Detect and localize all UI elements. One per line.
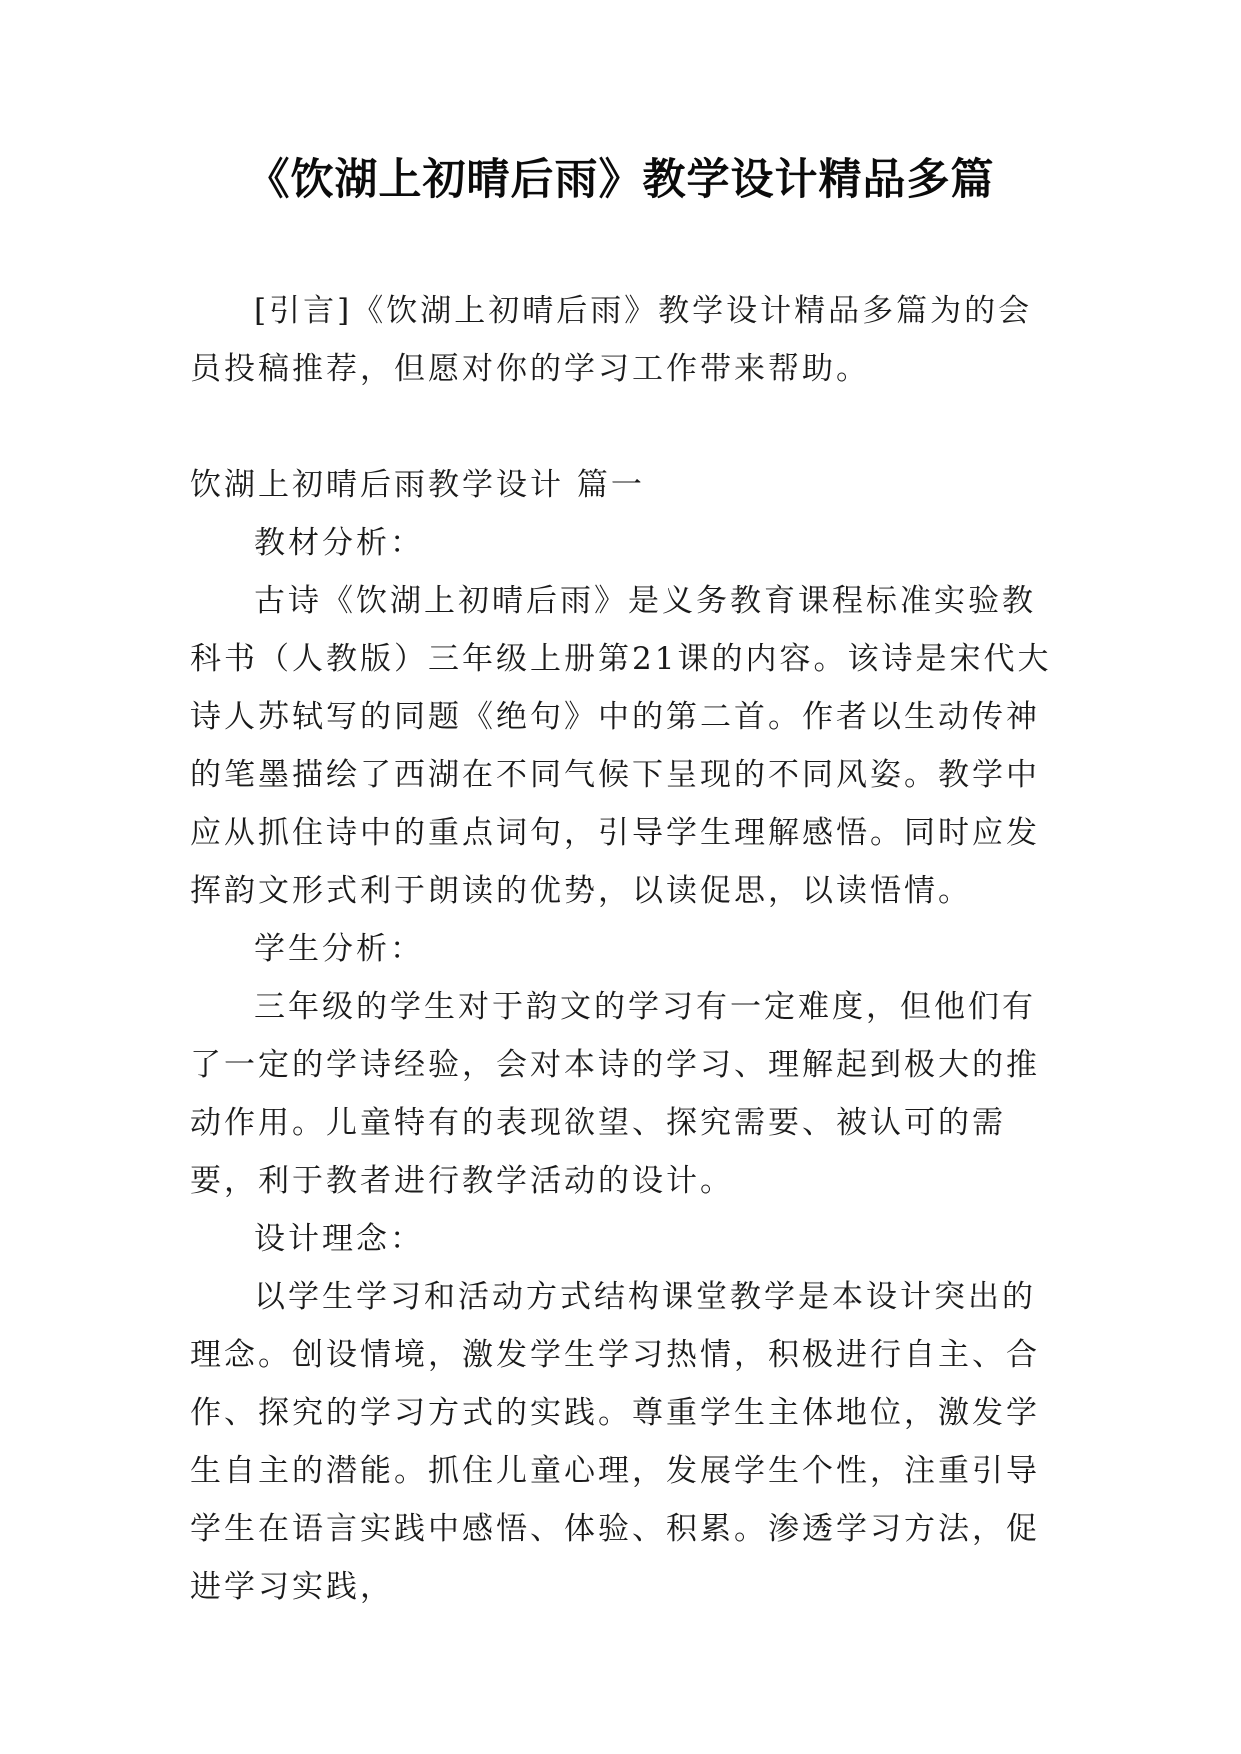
subheading-textbook-analysis: 教材分析：	[254, 525, 424, 561]
paragraph-design-concept: 以学生学习和活动方式结构课堂教学是本设计突出的理念。创设情境，激发学生学习热情，积极进行自主、合作、探究的学习方式的实践。尊重学生主体地位，激发学生自主的潜能。抓住儿童心理，发展学生个性，注重引导学生在语言实践中感悟、体验、积累。渗透学习方法，促进学习实践，	[190, 1279, 1040, 1605]
paragraph-textbook-analysis: 古诗《饮湖上初晴后雨》是义务教育课程标准实验教科书（人教版）三年级上册第21课的内容。该诗是宋代大诗人苏轼写的同题《绝句》中的第二首。作者以生动传神的笔墨描绘了西湖在不同气候下呈现的不同风姿。教学中应从抓住诗中的重点词句，引导学生理解感悟。同时应发挥韵文形式利于朗读的优势，以读促思，以读悟情。	[190, 583, 1052, 909]
paragraph-student-analysis: 三年级的学生对于韵文的学习有一定难度，但他们有了一定的学诗经验，会对本诗的学习、理解起到极大的推动作用。儿童特有的表现欲望、探究需要、被认可的需要，利于教者进行教学活动的设计。	[190, 989, 1040, 1199]
subheading-design-concept: 设计理念：	[254, 1221, 424, 1257]
document-body	[190, 282, 1055, 1616]
section-heading: 饮湖上初晴后雨教学设计 篇一	[190, 467, 645, 503]
intro-paragraph: [引言]《饮湖上初晴后雨》教学设计精品多篇为的会员投稿推荐，但愿对你的学习工作带来帮助。	[190, 293, 1033, 387]
subheading-student-analysis: 学生分析：	[254, 931, 424, 967]
paragraph-spacer	[190, 398, 1055, 456]
document-title: 《饮湖上初晴后雨》教学设计精品多篇	[246, 155, 995, 205]
